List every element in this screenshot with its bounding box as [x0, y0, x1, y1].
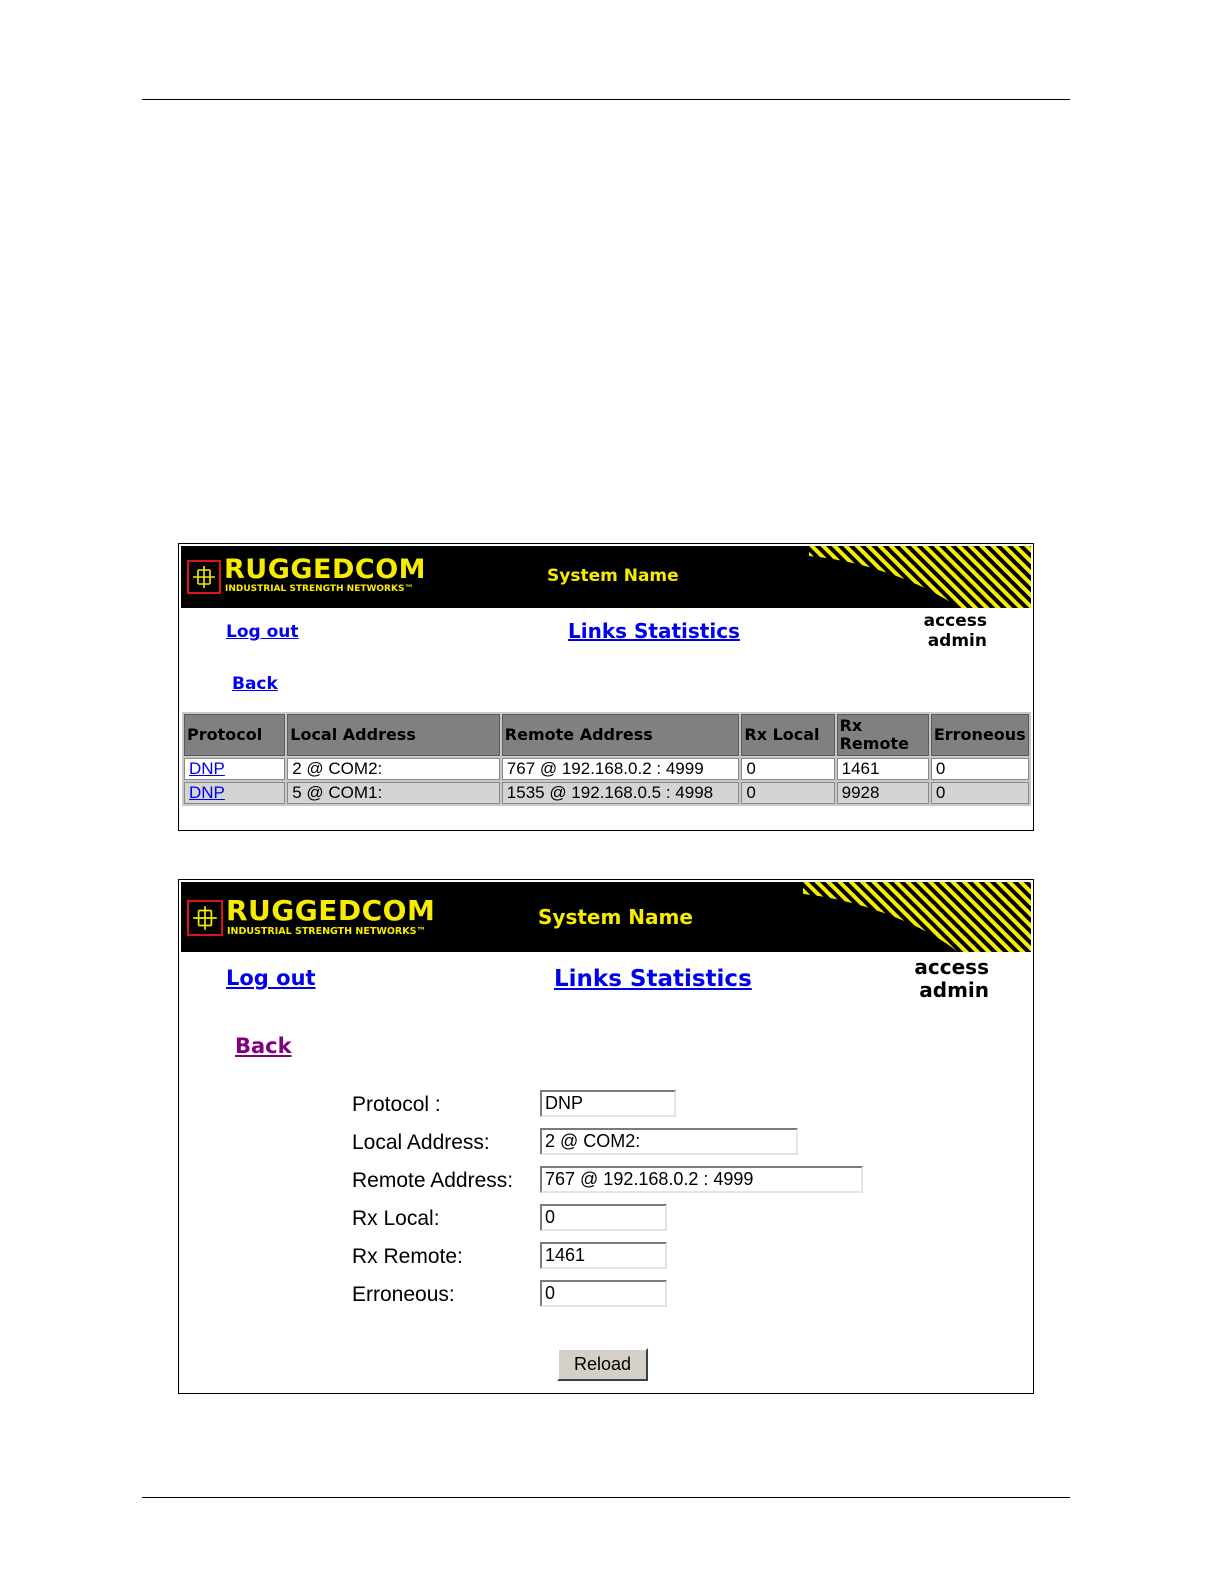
back-link[interactable]: Back — [232, 674, 278, 694]
access-user: admin — [927, 630, 987, 651]
bottom-rule — [142, 1497, 1070, 1498]
col-header-remote-address[interactable]: Remote Address — [502, 714, 740, 756]
cell-rx-local: 0 — [741, 782, 834, 804]
remote-address-label: Remote Address: — [352, 1169, 514, 1192]
cell-erroneous: 0 — [931, 782, 1029, 804]
col-header-rx-remote[interactable] — [837, 714, 929, 756]
brand-name: RUGGEDCOM — [224, 554, 427, 585]
erroneous-label: Erroneous: — [352, 1283, 455, 1306]
back-link[interactable]: Back — [235, 1034, 292, 1058]
table-row — [184, 758, 1029, 780]
local-address-field[interactable] — [540, 1128, 798, 1155]
rx-local-field[interactable] — [540, 1204, 667, 1231]
rx-remote-field[interactable] — [540, 1242, 667, 1269]
network-logo-icon — [187, 900, 223, 936]
cell-remote-address: 767 @ 192.168.0.2 : 4999 — [502, 758, 740, 780]
header-banner — [181, 882, 1031, 952]
col-header-erroneous[interactable]: Erroneous — [931, 714, 1029, 756]
header-banner — [181, 546, 1031, 608]
cell-protocol[interactable] — [184, 758, 285, 780]
table-row — [184, 782, 1029, 804]
hazard-stripes-decoration — [809, 546, 1031, 608]
remote-address-field[interactable] — [540, 1166, 863, 1193]
cell-local-address: 5 @ COM1: — [287, 782, 500, 804]
protocol-field[interactable] — [540, 1090, 676, 1117]
local-address-label: Local Address: — [352, 1131, 490, 1154]
access-label: access — [914, 955, 989, 979]
links-statistics-title-link[interactable]: Links Statistics — [568, 619, 740, 643]
cell-remote-address: 1535 @ 192.168.0.5 : 4998 — [502, 782, 740, 804]
links-statistics-title-link[interactable]: Links Statistics — [554, 966, 752, 992]
system-name: System Name — [538, 905, 693, 929]
screenshot-links-table — [178, 543, 1034, 831]
table-header-row — [184, 714, 1029, 756]
system-name: System Name — [547, 566, 679, 586]
protocol-label: Protocol : — [352, 1093, 441, 1116]
logout-link[interactable]: Log out — [226, 622, 299, 642]
access-level — [924, 612, 987, 651]
cell-local-address: 2 @ COM2: — [287, 758, 500, 780]
rx-local-label: Rx Local: — [352, 1207, 440, 1230]
network-logo-icon — [187, 560, 221, 594]
brand-tagline: INDUSTRIAL STRENGTH NETWORKS™ — [225, 584, 414, 594]
rx-remote-label: Rx Remote: — [352, 1245, 463, 1268]
screenshot-link-detail — [178, 879, 1034, 1394]
reload-button[interactable]: Reload — [557, 1348, 648, 1381]
col-header-local-address[interactable]: Local Address — [287, 714, 500, 756]
erroneous-field[interactable] — [540, 1280, 667, 1307]
hazard-stripes-decoration — [803, 882, 1031, 952]
protocol-link[interactable]: DNP — [189, 783, 225, 802]
cell-protocol[interactable] — [184, 782, 285, 804]
access-label: access — [923, 611, 987, 631]
links-table — [182, 712, 1031, 806]
col-header-protocol[interactable]: Protocol — [184, 714, 285, 756]
access-level — [914, 956, 989, 1002]
top-rule — [142, 99, 1070, 100]
col-header-rx-local[interactable]: Rx Local — [741, 714, 834, 756]
cell-rx-local: 0 — [741, 758, 834, 780]
brand-tagline: INDUSTRIAL STRENGTH NETWORKS™ — [227, 926, 426, 937]
logout-link[interactable]: Log out — [226, 966, 316, 990]
brand-name: RUGGEDCOM — [226, 894, 436, 927]
cell-rx-remote: 1461 — [837, 758, 929, 780]
access-user: admin — [919, 978, 989, 1002]
col-header-rx-remote-text: Rx Remote — [839, 715, 909, 753]
protocol-link[interactable]: DNP — [189, 759, 225, 778]
cell-erroneous: 0 — [931, 758, 1029, 780]
cell-rx-remote: 9928 — [837, 782, 929, 804]
